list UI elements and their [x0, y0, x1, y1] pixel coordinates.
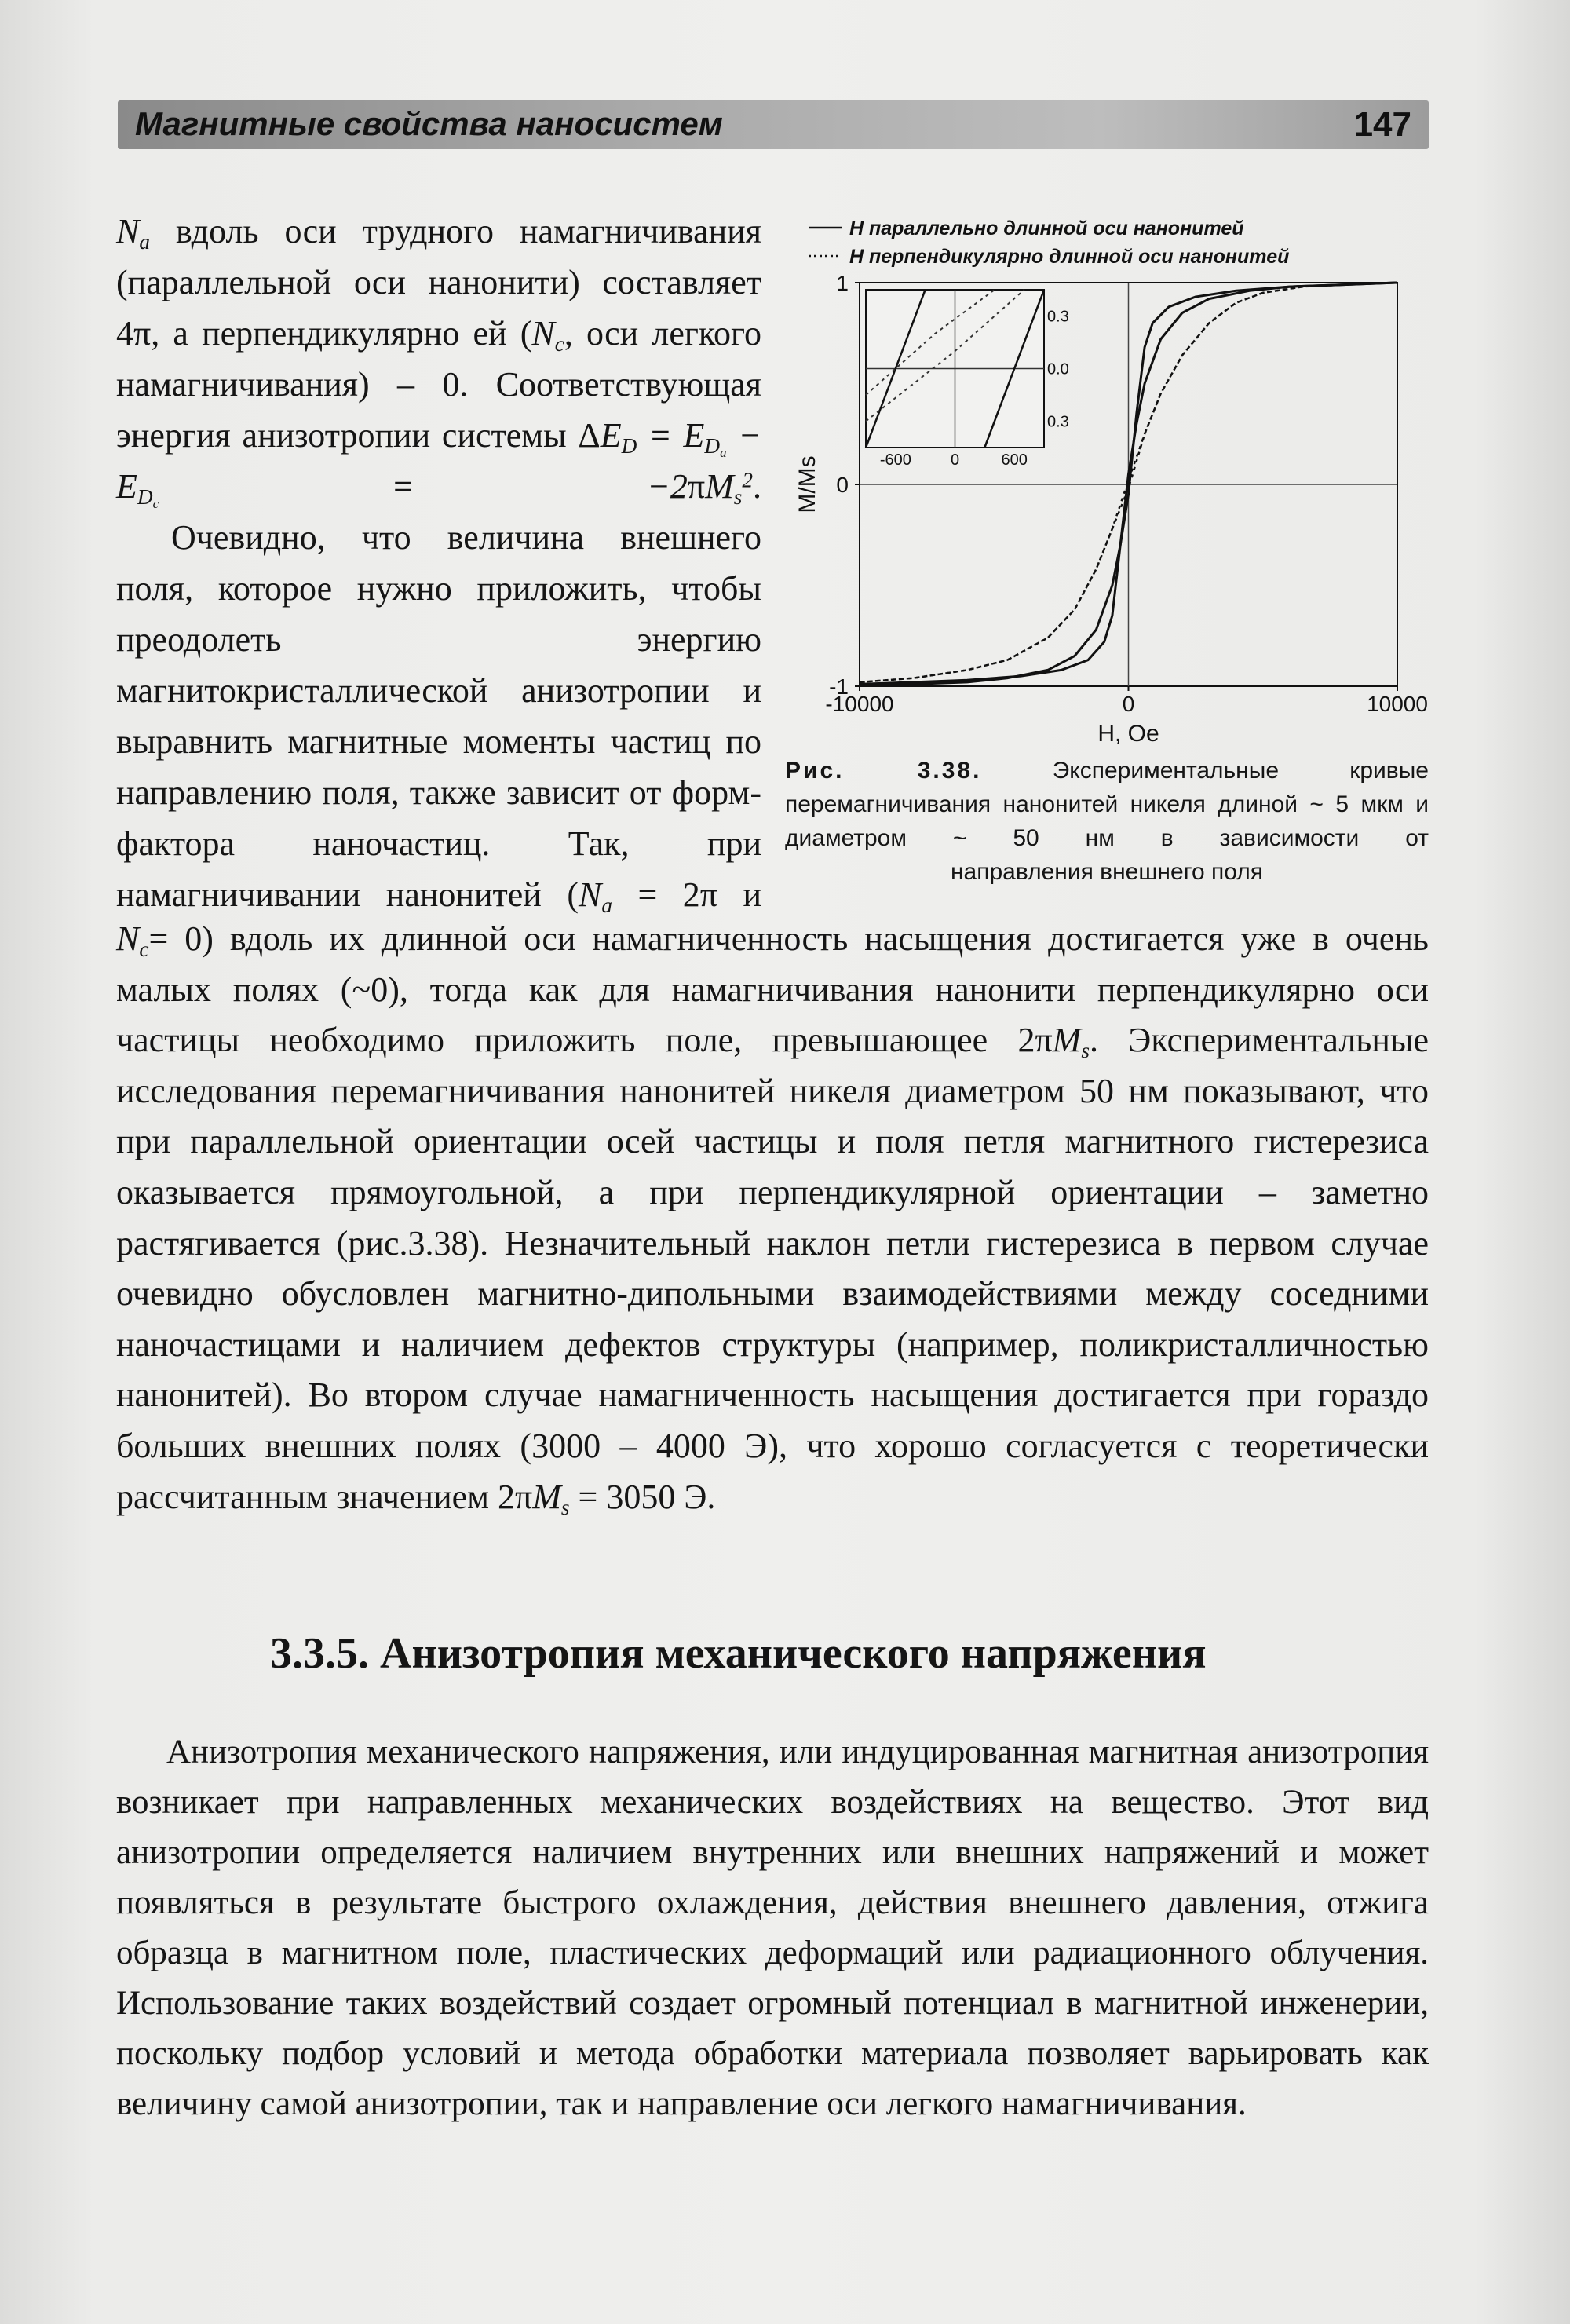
caption-label: Рис. 3.38.: [785, 758, 982, 784]
y-axis-label: M/Ms: [794, 455, 820, 513]
hysteresis-chart: [777, 206, 1437, 755]
header-title: Магнитные свойства наносистем: [135, 105, 723, 142]
inset-y-tick-label-3: 0.3: [1047, 413, 1069, 431]
intro-text-1b: , оси легкого намагничивания) – 0. Соответствующая энергия анизотропии системы: [116, 314, 761, 455]
intro-text-1a: вдоль оси трудного намагничивания (параллельной оси нанонити) составляет 4π, а перпендикулярно ей (: [116, 212, 761, 353]
caption-text: Экспериментальные кривые перемагничивания нанонитей никеля длиной ~ 5 мкм и диаметром ~ 50 нм в зависимости от: [785, 758, 1429, 851]
body-paragraph: $N_c= 0$) вдоль их длинной оси намагниченность насыщения достигается уже в очень малых полях (~0), тогда как для намагничивания нанонити перпендикулярно оси частицы необходимо приложить поле, превышающее $2\pi M_s$. Экспериментальные исследования перемагничивания нанонитей никеля диаметром 50 нм показывают, что при параллельной ориентации осей частицы и поля петля магнитного гистерезиса оказывается прямоугольной, а при перпендикулярной ориентации – заметно растягивается (рис.3.38). Незначительный наклон петли гистерезиса в первом случае очевидно обусловлен магнитно-дипольными взаимодействиями между соседними наночастицами и наличием дефектов структуры (например, поликристалличностью нанонитей). Во втором случае намагниченность насыщения достигается при гораздо больших внешних полях (3000 – 4000 Э), что хорошо согласуется с теоретически рассчитанным значением $2\pi M_s = 3050$ Э.: [116, 919, 1429, 1519]
inset-x-tick-label-3: 600: [1001, 451, 1028, 469]
hysteresis-figure: [777, 206, 1437, 755]
inset-x-tick-label-2: 0: [950, 451, 960, 469]
legend-label-1: H параллельно длинной оси нанонитей: [849, 217, 1244, 239]
inset-y-tick-label-1: 0.3: [1047, 308, 1069, 326]
intro-paragraph-1: $N_a$ вдоль оси трудного намагничивания (параллельной оси нанонити) составляет 4π, а перпендикулярно ей ($N_c$, оси легкого намагничивания) – 0. Соответствующая энергия анизотропии системы $\Delta E_D = E_{D_a} - E_{D_c} = -2\pi M_s^2$.: [116, 212, 762, 512]
section-paragraph: [116, 1727, 1429, 2129]
inset-x-tick-label-1: -600: [879, 451, 911, 469]
x-tick-label-1: -10000: [825, 692, 894, 716]
intro-column: [116, 206, 761, 920]
body-text-3: = 3050 Э.: [578, 1477, 716, 1516]
inset-y-tick-label-2: 0.0: [1047, 360, 1069, 378]
y-tick-label-3: -1: [829, 674, 849, 699]
caption-last-line: направления внешнего поля: [950, 859, 1264, 885]
section-heading: 3.3.5. Анизотропия механического напряжения: [270, 1629, 1207, 1678]
x-axis-label: H, Oe: [1097, 721, 1159, 747]
x-tick-label-2: 0: [1122, 692, 1135, 716]
figure-caption: [785, 754, 1429, 889]
page-number: 147: [1353, 105, 1411, 144]
intro-text-2b: = 2π и: [637, 875, 761, 914]
anisotropy-energy-formula: $\Delta E_D = E_{D_a} - E_{D_c} = -2\pi M_s^2$.: [116, 416, 762, 512]
y-tick-label-1: 1: [836, 271, 849, 295]
section-paragraph-text: Анизотропия механического напряжения, или индуцированная магнитная анизотропия возникает при направленных механических воздействиях на вещество. Этот вид анизотропии определяется наличием внутренних или внешних напряжений и может появляться в результате быстрого охлаждения, действия внешнего давления, отжига образца в магнитном поле, пластических деформаций или радиационного облучения. Использование таких воздействий создает огромный потенциал в магнитной инженерии, поскольку подбор условий и метода обработки материала позволяет варьировать как величину самой анизотропии, так и направление оси легкого намагничивания.: [116, 1734, 1429, 2122]
intro-paragraph-2: Очевидно, что величина внешнего поля, которое нужно приложить, чтобы преодолеть энергию магнитокристаллической анизотропии и выравнить магнитные моменты частиц по направлению поля, также зависит от форм-фактора наночастиц. Так, при намагничивании нанонитей ($N_a = 2\pi$ и: [116, 518, 761, 918]
intro-text-2: Очевидно, что величина внешнего поля, которое нужно приложить, чтобы преодолеть энергию магнитокристаллической анизотропии и выравнить магнитные моменты частиц по направлению поля, также зависит от форм-фактора наночастиц. Так, при намагничивании нанонитей (: [116, 518, 761, 914]
x-tick-label-3: 10000: [1367, 692, 1428, 716]
legend-label-2: H перпендикулярно длинной оси нанонитей: [849, 246, 1290, 268]
running-header: [118, 100, 1429, 149]
body-text-2: . Экспериментальные исследования перемагничивания нанонитей никеля диаметром 50 нм показывают, что при параллельной ориентации осей частицы и поля петля магнитного гистерезиса оказывается прямоугольной, а при перпендикулярной ориентации – заметно растягивается (рис.3.38). Незначительный наклон петли гистерезиса в первом случае очевидно обусловлен магнитно-дипольными взаимодействиями между соседними наночастицами и наличием дефектов структуры (например, поликристалличностью нанонитей). Во втором случае намагниченность насыщения достигается при гораздо больших внешних полях (3000 – 4000 Э), что хорошо согласуется с теоретически рассчитанным значением 2π: [116, 1021, 1429, 1516]
body-text-1: = 0) вдоль их длинной оси намагниченность насыщения достигается уже в очень малых полях (~0), тогда как для намагничивания нанонити перпендикулярно оси частицы необходимо приложить поле, превышающее 2π: [116, 919, 1429, 1060]
y-tick-label-2: 0: [836, 473, 849, 497]
